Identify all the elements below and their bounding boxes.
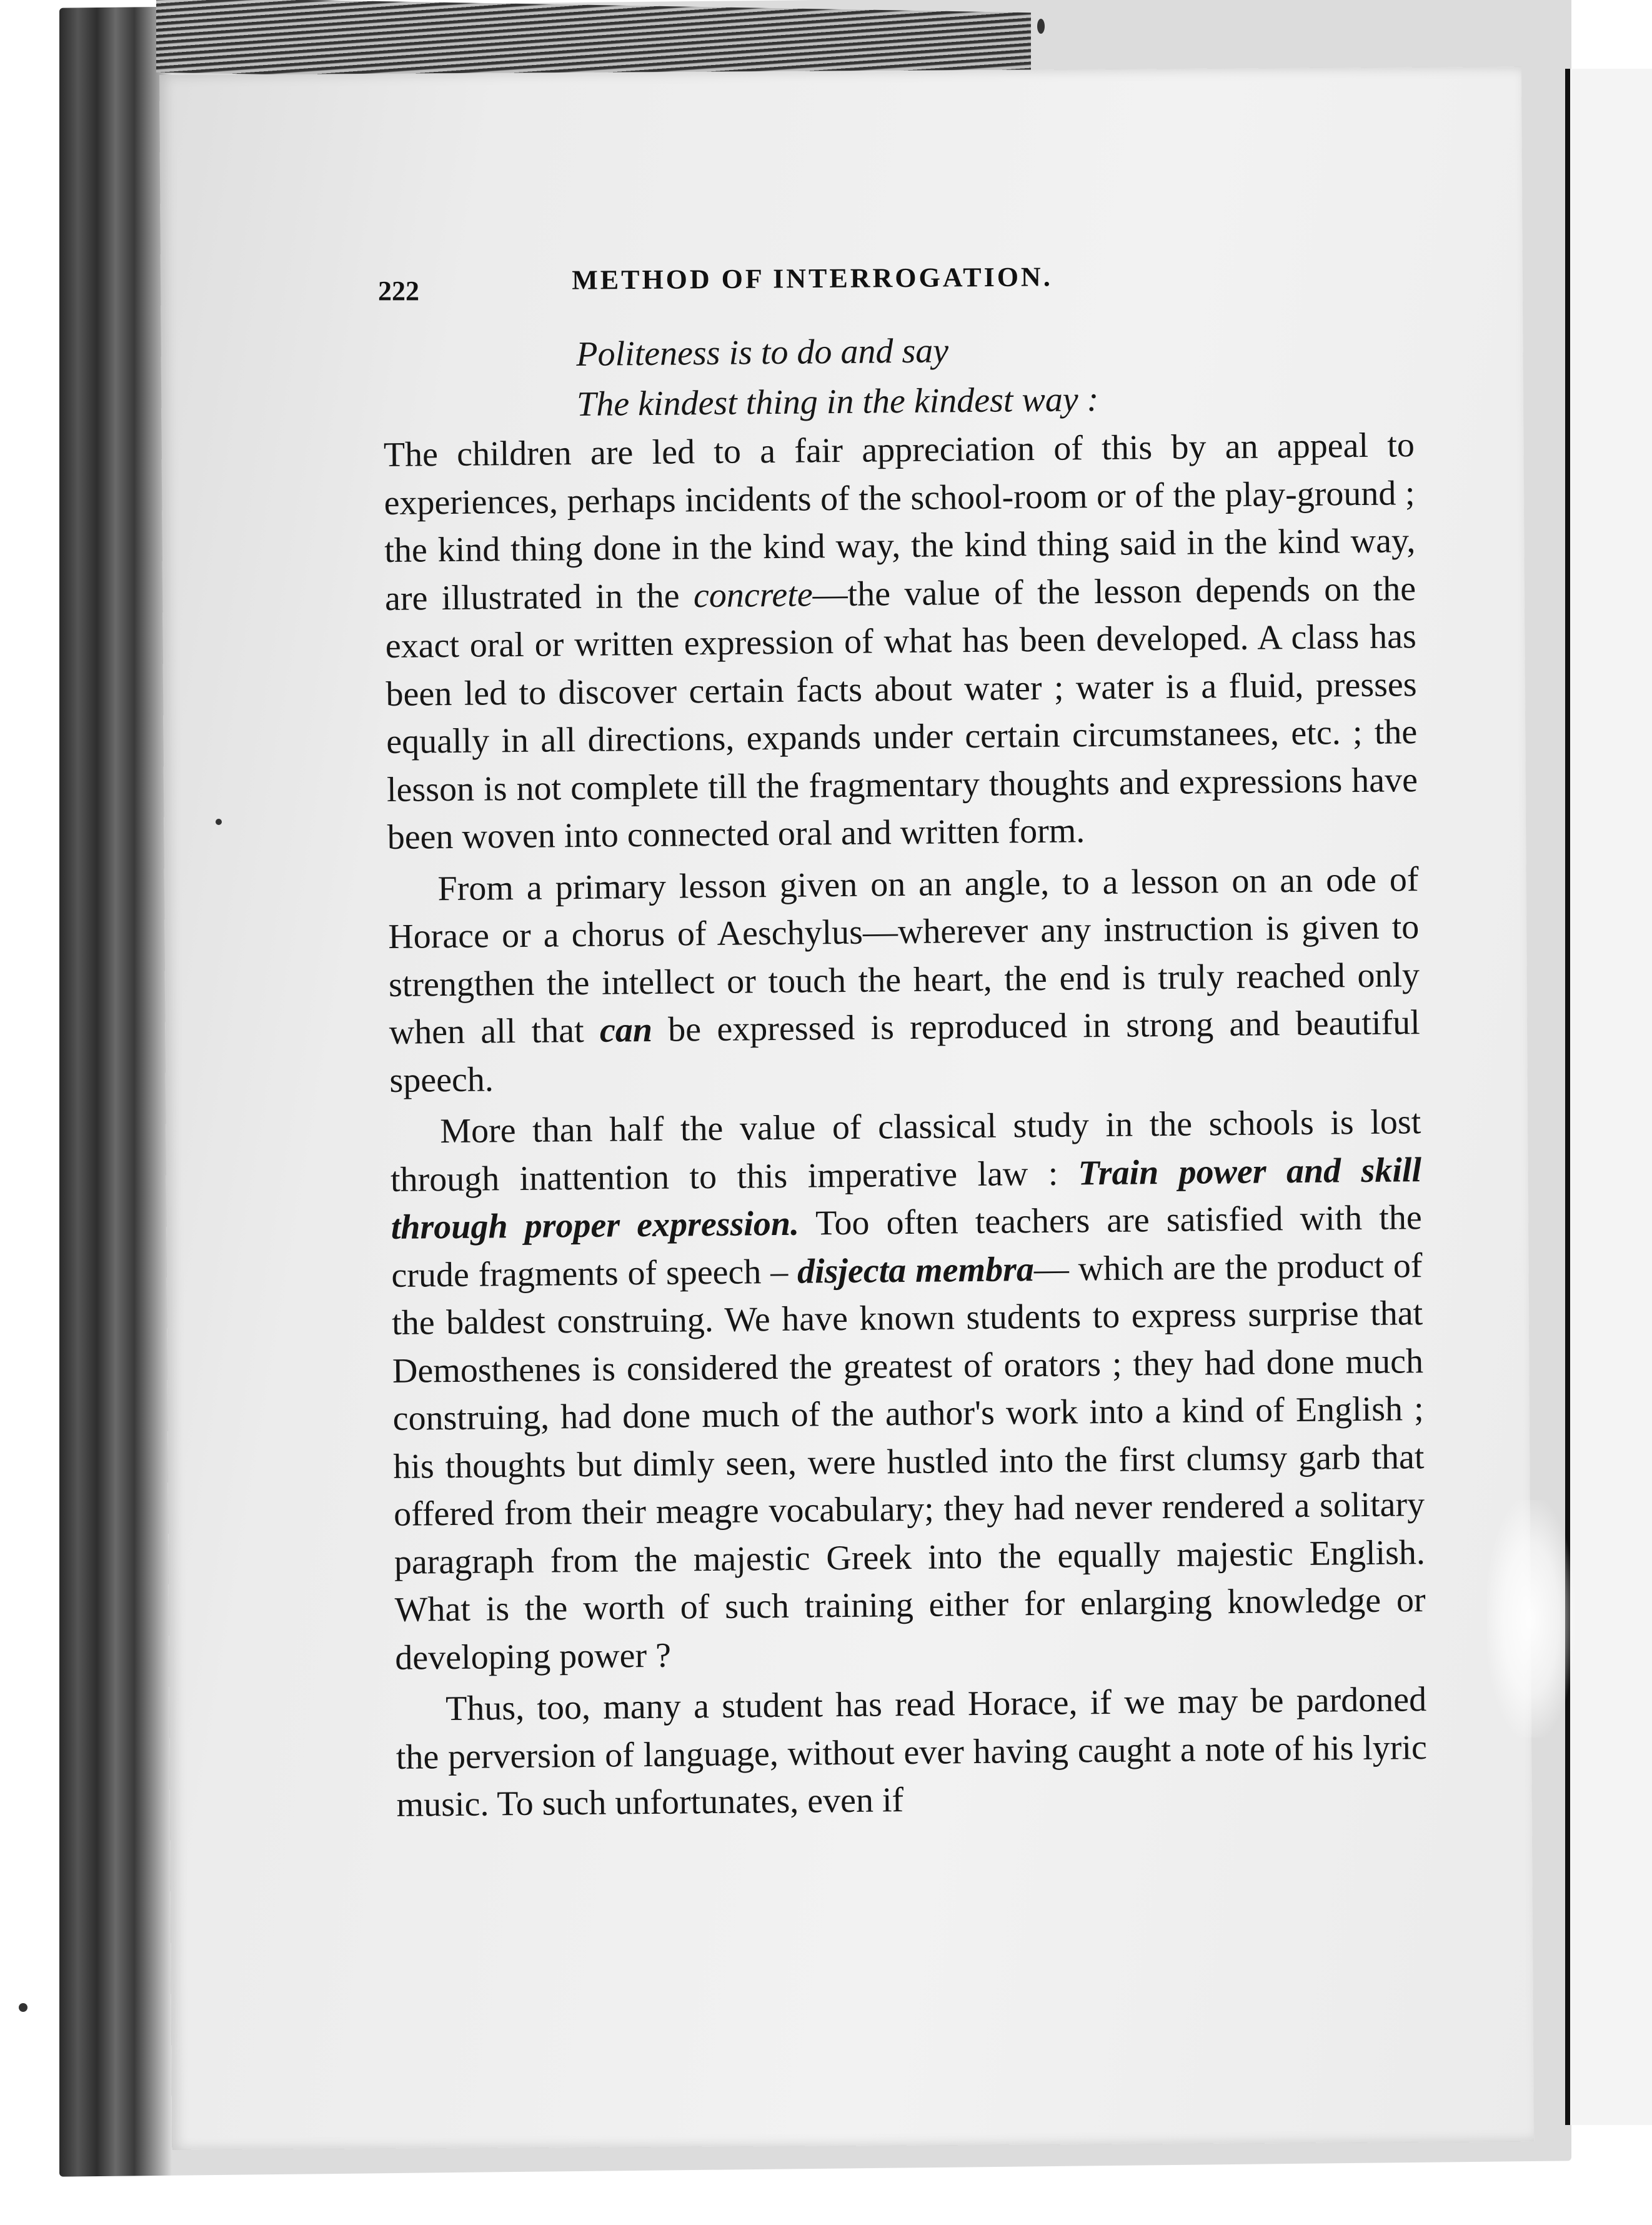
paragraph-3-text-a: More than half the value of classical study in the schools is lost through inattention to this imperative law :: [390, 1102, 1421, 1199]
book-gutter: [1565, 69, 1570, 2125]
facing-page-edge: [1570, 69, 1652, 2125]
paragraph-4-text-a: Thus, too, many a student has read Horace, if we may be pardoned the perversion of language, without ever having caught a note of his lyric music. To such unfortunates, even if: [396, 1680, 1428, 1824]
paragraph-2: [387, 856, 1421, 1104]
paragraph-2-text-a: From a primary lesson given on an angle, to a lesson on an ode of Horace or a chorus of Aeschylus—wherever any instruction is given to strengthen the intellect or touch the heart, the end is truly reached only when all that: [388, 859, 1420, 1052]
paragraph-1: [384, 421, 1419, 861]
dust-speck: [1037, 19, 1045, 34]
paragraph-3: [390, 1098, 1426, 1682]
paragraph-3-text-b: Too often teachers are satisfied with the crude fragments of speech –: [391, 1198, 1422, 1295]
verse-line-2: The kindest thing in the kindest way :: [576, 380, 1099, 424]
running-title: METHOD OF INTERROGATION.: [572, 261, 1053, 296]
paragraph-3-text-c: — which are the product of the baldest construing. We have known students to express surprise that Demosthenes is considered the greatest of orators ; they had done much construing, had done much of the author's work into a kind of English ; his thoughts but dimly seen, were hustled into the first clumsy garb that offered from their meagre vocabulary; they had never rendered a solitary paragraph from the majestic Greek into the equally majestic English. What is the worth of such training either for enlarging knowledge or developing power ?: [391, 1246, 1426, 1678]
paragraph-3-emphasis-2: disjecta membra: [797, 1249, 1035, 1291]
paragraph-4: [396, 1676, 1428, 1829]
scan-glare: [1487, 1500, 1575, 1738]
paragraph-2-emphasis: can: [599, 1010, 653, 1050]
verse-line-1: Politeness is to do and say: [576, 331, 949, 374]
paragraph-1-text-b: —the value of the lesson depends on the exact oral or written expression of what has been developed. A class has been led to discover certain facts about water ; water is a fluid, presses equally in all directions, expands under certain circumstanees, etc. ; the lesson is not complete till the fragmentary thoughts and expressions have been woven into connected oral and written form.: [385, 569, 1418, 857]
paragraph-2-text-b: be expressed is reproduced in strong and beautiful speech.: [389, 1003, 1420, 1100]
paragraph-3-emphasis-1: Train power and skill through proper expression.: [391, 1150, 1422, 1247]
paragraph-1-emphasis: concrete: [693, 574, 813, 615]
page-number: 222: [378, 276, 419, 306]
paragraph-1-text-a: The children are led to a fair appreciation of this by an appeal to experiences, perhaps incidents of the school-room or of the play-ground ; the kind thing done in the kind way, the kind thing said in the kind way, are illustrated in the: [383, 426, 1416, 618]
page-body: [382, 321, 1428, 1829]
dust-speck: [19, 2003, 27, 2012]
dust-speck: [216, 819, 222, 825]
